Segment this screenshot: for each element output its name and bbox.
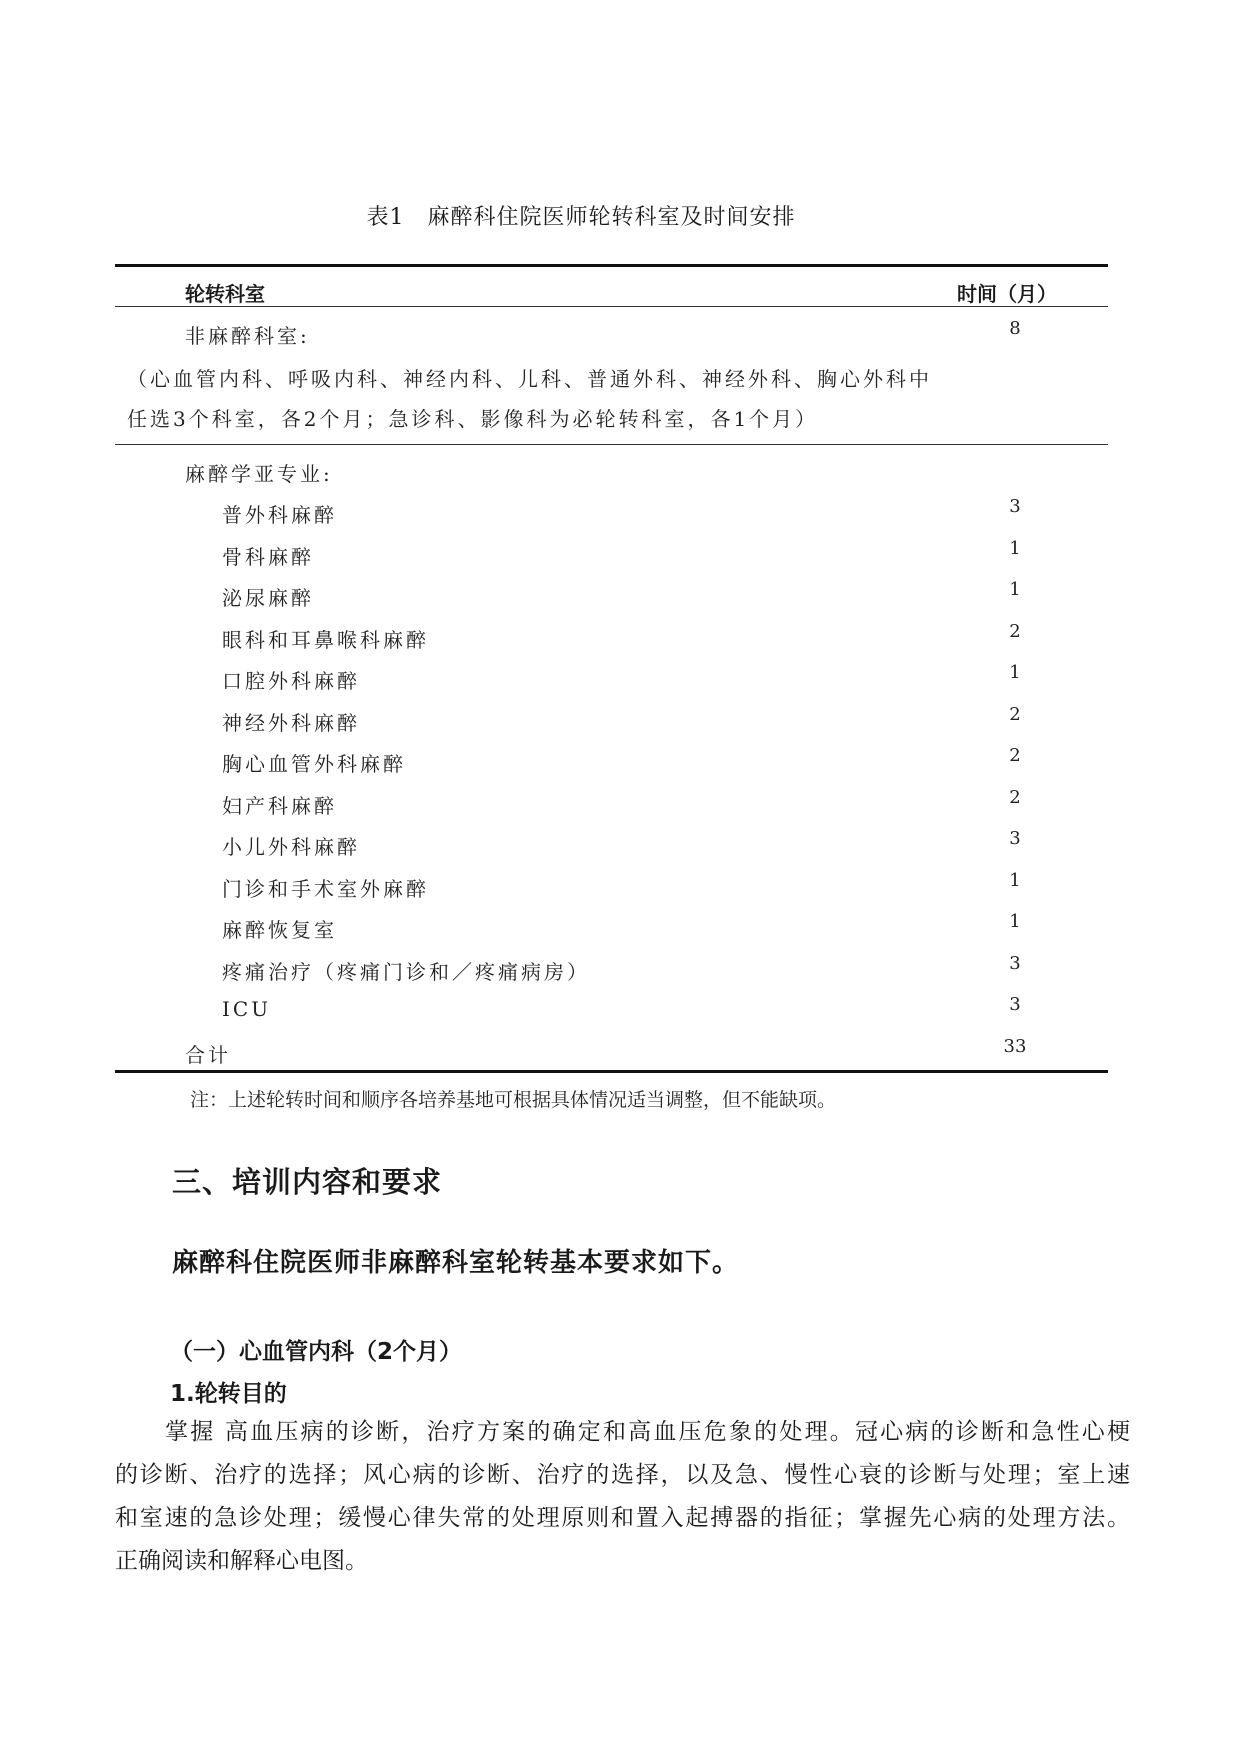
column-header-department: 轮转科室 (185, 282, 265, 306)
table-row-months: 2 (1009, 704, 1021, 725)
table-row-months: 3 (1009, 828, 1021, 849)
table-row-months: 2 (1009, 621, 1021, 642)
section-heading: 三、培训内容和要求 (172, 1165, 443, 1199)
table-note: 注：上述轮转时间和顺序各培养基地可根据具体情况适当调整，但不能缺项。 (190, 1089, 837, 1111)
table-row-name: 神经外科麻醉 (222, 711, 360, 735)
table-row-months: 2 (1009, 745, 1021, 766)
table-row-months: 3 (1009, 953, 1021, 974)
total-months: 33 (1003, 1036, 1027, 1057)
non-anesthesia-months: 8 (1009, 318, 1021, 339)
table-row-months: 3 (1009, 496, 1021, 517)
table-row-name: 普外科麻醉 (222, 503, 337, 527)
table-row-name: 门诊和手术室外麻醉 (222, 877, 429, 901)
table-row-name: 妇产科麻醉 (222, 794, 337, 818)
sub-sub-heading-objective: 1.轮转目的 (170, 1381, 287, 1407)
non-anesthesia-desc-line2: 任选3个科室，各2个月；急诊科、影像科为必轮转科室，各1个月） (127, 407, 819, 431)
section-divider-rule (115, 444, 1108, 445)
table-row-name: 骨科麻醉 (222, 545, 314, 569)
table-row-name: 胸心血管外科麻醉 (222, 752, 406, 776)
table-row-name: 眼科和耳鼻喉科麻醉 (222, 628, 429, 652)
table-row-months: 1 (1009, 662, 1021, 683)
table-row-months: 3 (1009, 994, 1021, 1015)
table-row-name: 麻醉恢复室 (222, 918, 337, 942)
table-row-months: 1 (1009, 870, 1021, 891)
table-row-name: 口腔外科麻醉 (222, 669, 360, 693)
table-row-months: 1 (1009, 911, 1021, 932)
table-row-months: 1 (1009, 538, 1021, 559)
section-intro: 麻醉科住院医师非麻醉科室轮转基本要求如下。 (172, 1248, 740, 1278)
objective-paragraph (115, 1411, 1130, 1583)
sub-heading-cardiology: （一）心血管内科（2个月） (170, 1339, 463, 1365)
column-header-time: 时间（月） (957, 282, 1057, 306)
table-row-name: 疼痛治疗（疼痛门诊和／疼痛病房） (222, 960, 590, 984)
paragraph-line: 正确阅读和解释心电图。 (115, 1548, 368, 1574)
non-anesthesia-desc-line1: （心血管内科、呼吸内科、神经内科、儿科、普通外科、神经外科、胸心外科中 (127, 367, 932, 391)
table-row-months: 1 (1009, 579, 1021, 600)
paragraph-line: 掌握 高血压病的诊断，治疗方案的确定和高血压危象的处理。冠心病的诊断和急性心梗 (165, 1419, 1130, 1445)
table-top-rule (115, 264, 1108, 267)
paragraph-line: 和室速的急诊处理；缓慢心律失常的处理原则和置入起搏器的指征；掌握先心病的处理方法。 (115, 1505, 1130, 1531)
total-label: 合计 (185, 1043, 231, 1067)
table-row-months: 2 (1009, 787, 1021, 808)
paragraph-line: 的诊断、治疗的选择；风心病的诊断、治疗的选择，以及急、慢性心衰的诊断与处理；室上速 (115, 1462, 1130, 1488)
table-caption: 表1 麻醉科住院医师轮转科室及时间安排 (366, 205, 796, 230)
table-bottom-rule (115, 1070, 1108, 1073)
subspecialty-label: 麻醉学亚专业: (185, 462, 333, 486)
table-row-name: 小儿外科麻醉 (222, 835, 360, 859)
table-row-name: ICU (222, 997, 272, 1021)
table-row-name: 泌尿麻醉 (222, 586, 314, 610)
non-anesthesia-label: 非麻醉科室: (185, 324, 310, 348)
